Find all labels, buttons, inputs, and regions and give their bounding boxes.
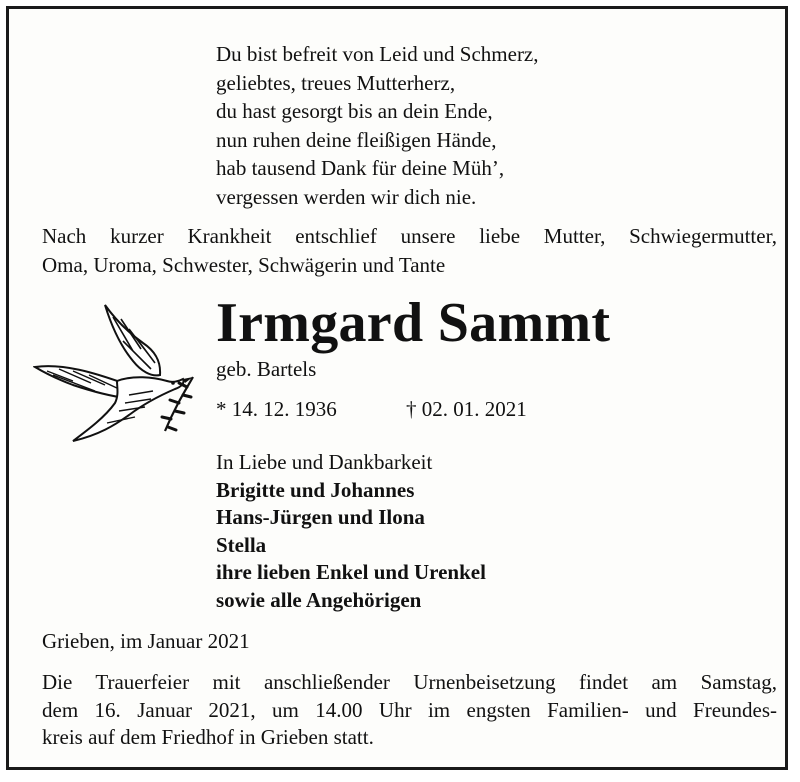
- dove-with-olive-branch-icon: [33, 299, 203, 449]
- mourner-name: ihre lieben Enkel und Urenkel: [216, 560, 486, 584]
- place-date: Grieben, im Januar 2021: [42, 629, 250, 653]
- poem-line: nun ruhen deine fleißigen Hände,: [216, 127, 497, 152]
- poem-line: Du bist befreit von Leid und Schmerz,: [216, 42, 539, 66]
- intro-line: Oma, Uroma, Schwester, Schwägerin und Tante: [42, 252, 446, 277]
- poem-line: du hast gesorgt bis an dein Ende,: [216, 99, 493, 124]
- death-date: † 02. 01. 2021: [406, 397, 527, 421]
- mourners-intro: In Liebe und Dankbarkeit: [216, 450, 433, 474]
- mourners: [216, 449, 486, 614]
- notice-line: dem 16. Januar 2021, um 14.00 Uhr im engsten Familien- und Freundes-: [42, 697, 777, 722]
- life-dates: [216, 395, 527, 423]
- notice-line: kreis auf dem Friedhof in Grieben statt.: [42, 725, 374, 750]
- birth-name: geb. Bartels: [216, 357, 317, 381]
- intro-text: [42, 222, 777, 279]
- poem-line: geliebtes, treues Mutterherz,: [216, 70, 456, 95]
- poem-line: hab tausend Dank für deine Müh’,: [216, 156, 505, 181]
- poem: [216, 40, 539, 212]
- mourner-name: sowie alle Angehörigen: [216, 587, 422, 612]
- birth-date: * 14. 12. 1936: [216, 397, 337, 421]
- poem-line: vergessen werden wir dich nie.: [216, 184, 477, 209]
- notice-line: Die Trauerfeier mit anschließender Urnenbeisetzung findet am Samstag,: [42, 670, 777, 694]
- deceased-name: Irmgard Sammt: [216, 292, 611, 354]
- mourner-name: Stella: [216, 532, 267, 557]
- obituary-frame: [6, 6, 788, 770]
- funeral-notice: [42, 669, 777, 752]
- mourner-name: Brigitte und Johannes: [216, 477, 415, 502]
- intro-line: Nach kurzer Krankheit entschlief unsere liebe Mutter, Schwiegermutter,: [42, 224, 777, 248]
- mourner-name: Hans-Jürgen und Ilona: [216, 505, 425, 529]
